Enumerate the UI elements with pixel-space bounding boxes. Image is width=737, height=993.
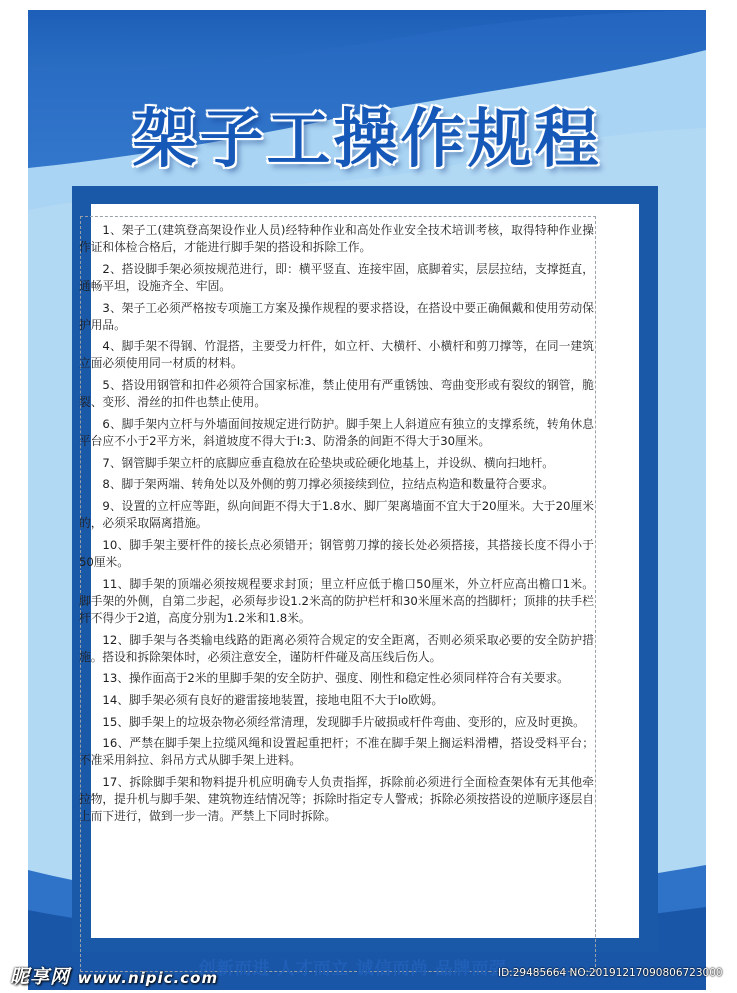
rule-item: 3、架子工必须严格按专项施工方案及操作规程的要求搭设，在搭设中要正确佩戴和使用劳动保护用品。	[79, 300, 594, 332]
rule-item: 2、搭设脚手架必须按规范进行，即：横平竖直、连接牢固，底脚着实，层层拉结，支撑挺直，通畅平坦，设施齐全、牢固。	[79, 261, 594, 293]
rule-item: 9、设置的立杆应等距，纵向间距不得大于1.8水、脚厂架离墙面不宜大于20厘米。大于20厘米的，必须采取隔离措施。	[79, 499, 594, 531]
rule-item: 6、脚手架内立杆与外墙面间按规定进行防护。脚手架上人斜道应有独立的支撑系统，转角休息平台应不小于2平方米，斜道坡度不得大于I:3、防滑条的间距不得大于30厘米。	[79, 416, 594, 448]
rule-item: 16、严禁在脚手架上拉缆风绳和设置起重把杆；不准在脚手架上搁运料滑槽，搭设受料平台；不准采用斜拉、斜吊方式从脚手架上进料。	[79, 736, 594, 768]
rule-item: 4、脚手架不得钢、竹混搭，主要受力杆件，如立杆、大横杆、小横杆和剪刀撑等，在同一建筑立面必须使用同一材质的材料。	[79, 339, 594, 371]
rule-item: 10、脚手架主要杆件的接长点必须错开；钢管剪刀撑的接长处必须搭接，其搭接长度不得小于50厘米。	[79, 537, 594, 569]
rule-item: 7、钢管脚手架立杆的底脚应垂直稳放在砼垫块或砼硬化地基上，并设纵、横向扫地杆。	[102, 455, 554, 470]
rule-item: 13、操作面高于2米的里脚手架的安全防护、强度、刚性和稳定性必须同样符合有关要求。	[102, 671, 569, 686]
rule-item: 17、拆除脚手架和物料提升机应明确专人负责指挥，拆除前必须进行全面检查架体有无其他牵拉物，提升机与脚手架、建筑物连结情况等；拆除时指定专人警戒；拆除必须按搭设的逆顺序逐层自上而下进行，做到一步一清。严禁上下同时拆除。	[79, 775, 594, 824]
watermark-logo	[10, 962, 218, 989]
watermark-url: www.nipic.com	[77, 969, 219, 987]
slogan: 创新而进 人才而立 诚信而尚 品牌而强	[198, 959, 508, 979]
rule-item: 15、脚手架上的垃圾杂物必须经常清理，发现脚手片破损或杆件弯曲、变形的，应及时更换。	[102, 714, 585, 729]
rule-item: 12、脚手架与各类输电线路的距离必须符合规定的安全距离，否则必须采取必要的安全防护措施。搭设和拆除架体时，必须注意安全，谨防杆件碰及高压线后伤人。	[79, 632, 594, 664]
watermark-id: ID:29485664 NO:20191217090806723000	[498, 967, 723, 979]
rule-item: 11、脚手架的顶端必须按规程要求封顶；里立杆应低于檐口50厘米，外立杆应高出檐口1米。脚手架的外侧，自第二步起，必须每步设1.2米高的防护栏杆和30米厘米高的挡脚杆；顶排的扶手栏杆不得少于2道，高度分别为1.2米和1.8米。	[79, 576, 594, 625]
rule-item: 8、脚于架两端、转角处以及外侧的剪刀撑必须接续到位，拉结点构造和数量符合要求。	[102, 477, 554, 492]
watermark-site-name: 昵享网	[10, 966, 71, 988]
rule-item: 1、架子工(建筑登高架设作业人员)经特种作业和高处作业安全技术培训考核，取得特种作业操作证和体检合格后，才能进行脚手架的搭设和拆除工作。	[79, 223, 594, 255]
rule-item: 14、脚手架必须有良好的避雷接地装置，接地电阻不大于lo欧姆。	[102, 692, 444, 707]
rules-list	[79, 222, 594, 830]
page-title: 架子工操作规程	[132, 103, 602, 177]
rule-item: 5、搭设用钢管和扣件必须符合国家标准，禁止使用有严重锈蚀、弯曲变形或有裂纹的钢管，脆裂、变形、滑丝的扣件也禁止使用。	[79, 378, 594, 410]
